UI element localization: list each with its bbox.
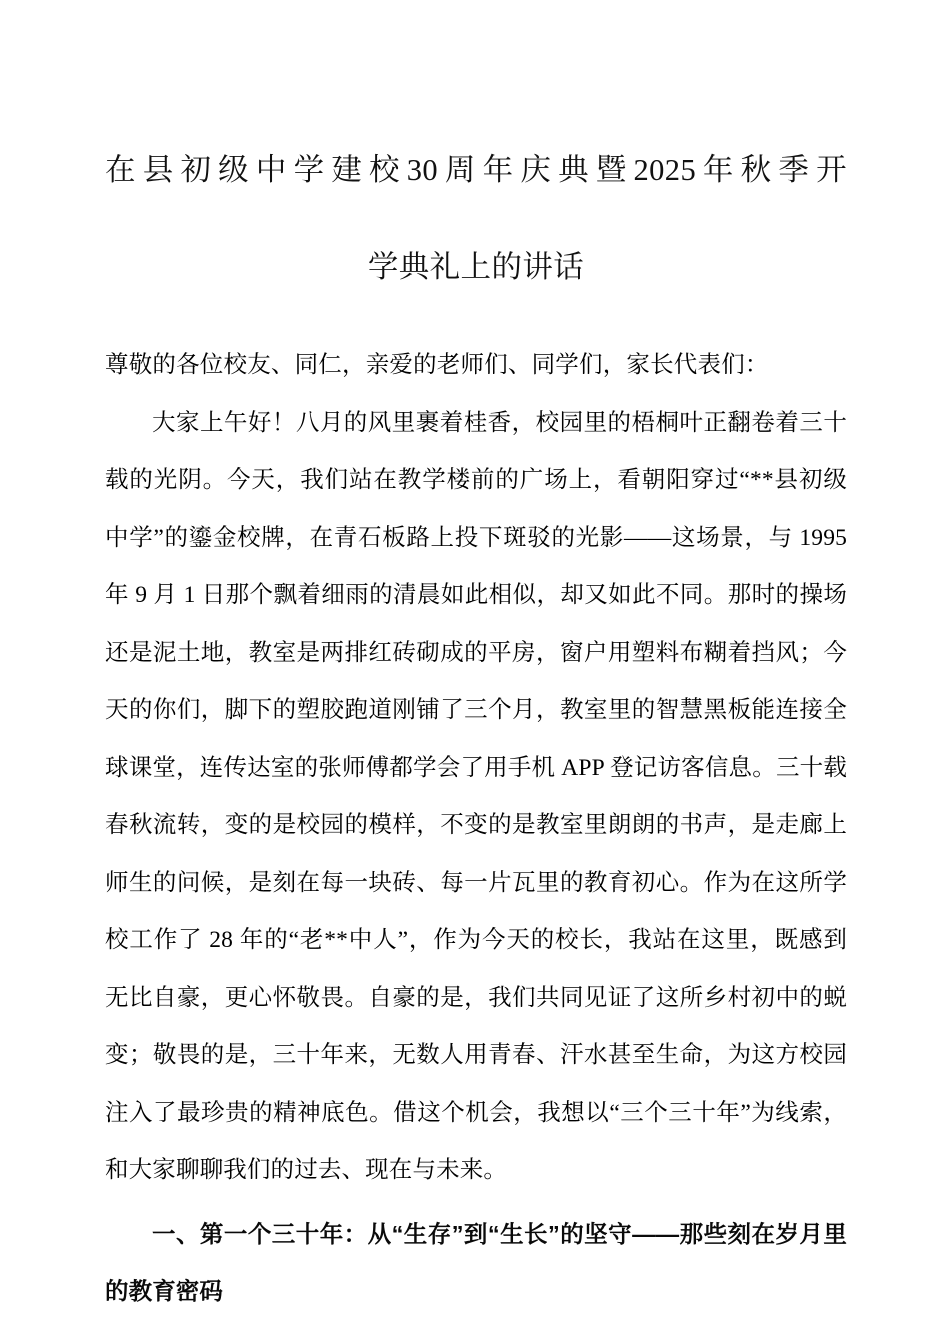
body-paragraph-1: 大家上午好！八月的风里裹着桂香，校园里的梧桐叶正翻卷着三十载的光阴。今天，我们站在教学楼前的广场上，看朝阳穿过“**县初级中学”的鎏金校牌，在青石板路上投下斑驳的光影——这场景，与 1995 年 9 月 1 日那个飘着细雨的清晨如此相似，却又如此不同。那时的操场还是泥土地，教室是两排红砖砌成的平房，窗户用塑料布糊着挡风；今天的你们，脚下的塑胶跑道刚铺了三个月，教室里的智慧黑板能连接全球课堂，连传达室的张师傅都学会了用手机 APP 登记访客信息。三十载春秋流转，变的是校园的模样，不变的是教室里朗朗的书声，是走廊上师生的问候，是刻在每一块砖、每一片瓦里的教育初心。作为在这所学校工作了 28 年的“老**中人”，作为今天的校长，我站在这里，既感到无比自豪，更心怀敬畏。自豪的是，我们共同见证了这所乡村初中的蜕变；敬畏的是，三十年来，无数人用青春、汗水甚至生命，为这方校园注入了最珍贵的精神底色。借这个机会，我想以“三个三十年”为线索，和大家聊聊我们的过去、现在与未来。 — [105, 409, 847, 1183]
salutation-line: 尊敬的各位校友、同仁，亲爱的老师们、同学们，家长代表们： — [105, 352, 769, 378]
page-title — [105, 0, 847, 316]
page-title-line-2: 学典礼上的讲话 — [367, 250, 585, 284]
section-heading-1: 一、第一个三十年：从“生存”到“生长”的坚守——那些刻在岁月里的教育密码 — [105, 1220, 847, 1304]
page-title-line-1: 在县初级中学建校30周年庆典暨2025年秋季开 — [105, 153, 847, 187]
document-content — [105, 0, 847, 1321]
